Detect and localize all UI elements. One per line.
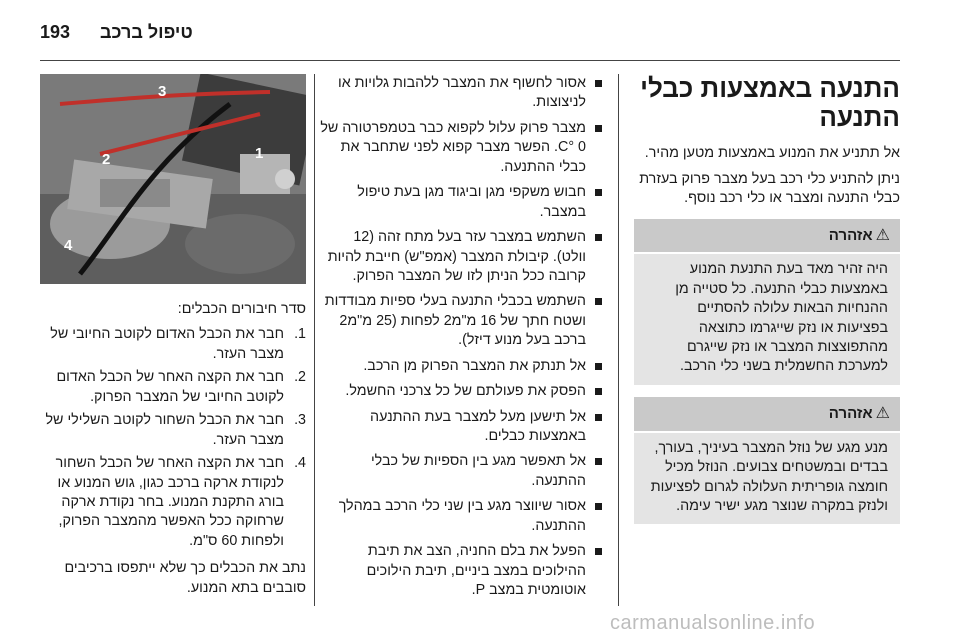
left-column — [40, 74, 306, 604]
photo-label-4: 4 — [64, 237, 73, 254]
warning-text: מנע מגע של נוזל המצבר בעיניך, בעורך, בבדים ובמשטחים צבועים. הנוזל מכיל חומצה גופריתית העלולה לגרום לפציעות ולנזק במקרה שנוצר מגע ישיר עימה. — [650, 439, 888, 514]
section-title: התנעה באמצעות כבלי התנעה — [640, 73, 900, 133]
list-item: השתמש בכבלי התנעה בעלי ספיות מבודדות ושטח חתך של 16 מ"מ2 לפחות (25 מ"מ2 ברכב בעל מנוע דיזל). — [320, 292, 602, 350]
warning-header — [634, 397, 900, 433]
list-item: 2. חבר את הקצה האחר של הכבל האדום לקוטב החיובי של המצבר הפרוק. — [56, 369, 306, 405]
jump-start-photo — [40, 74, 306, 284]
warning-label: אזהרה — [828, 226, 873, 244]
middle-column — [320, 74, 602, 607]
column-divider — [314, 74, 315, 606]
list-item: השתמש במצבר עזר בעל מתח זהה (12 וולט). קיבולת המצבר (אמפ"ש) חייבת להיות קרובה ככל הניתן לזו של המצבר הפרוק. — [320, 228, 602, 286]
closing-paragraph: נתב את הכבלים כך שלא ייתפסו ברכיבים סובבים בתא המנוע. — [64, 560, 306, 596]
watermark: carmanualsonline.info — [610, 612, 816, 634]
photo-label-1: 1 — [255, 145, 264, 162]
intro-paragraph-2: ניתן להתניע כלי רכב בעל מצבר פרוק בעזרת כבלי התנעה ומצבר או כלי רכב נוסף. — [639, 170, 900, 207]
photo-label-2: 2 — [102, 151, 111, 168]
connection-steps — [40, 325, 306, 551]
page-number: 193 — [40, 22, 71, 42]
header-divider — [40, 60, 900, 61]
page-header — [40, 14, 900, 54]
list-item: אסור שיווצר מגע בין שני כלי הרכב במהלך ההתנעה. — [320, 497, 602, 536]
list-item: הפסק את פעולתם של כל צרכני החשמל. — [320, 382, 602, 401]
engine-bay-illustration — [40, 74, 306, 284]
list-item: אל תנתק את המצבר הפרוק מן הרכב. — [320, 357, 602, 376]
warning-text: היה זהיר מאד בעת התנעת המנוע באמצעות כבלי התנעה. כל סטייה מן ההנחיות הבאות עלולה להסתיים בפציעות או נזק שייגרמו כתוצאה מהתפוצצות המצבר או נזק שייגרם למערכת החשמלית בשני כלי הרכב. — [675, 261, 888, 375]
warning-box-2 — [634, 397, 900, 525]
warning-box-1 — [634, 219, 900, 385]
list-item: 4. חבר את הקצה האחר של הכבל השחור לנקודת ארקה ברכב כגון, גוש המנוע או בורג התקנת המנוע. בחר נקודת ארקה שרחוקה ככל האפשר מהמצבר הפרוק, ולפחות 60 ס"מ. — [55, 455, 306, 549]
list-item: 3. חבר את הכבל השחור לקוטב השלילי של מצבר העזר. — [45, 412, 306, 448]
list-item: אל תישען מעל למצבר בעת ההתנעה באמצעות כבלים. — [320, 408, 602, 447]
list-item: אל תאפשר מגע בין הספיות של כבלי ההתנעה. — [320, 452, 602, 491]
list-item: הפעל את בלם החניה, הצב את תיבת ההילוכים במצב ביניים, תיבת הילוכים אוטומטית במצב P. — [320, 542, 602, 600]
warning-label: אזהרה — [828, 404, 873, 422]
warning-header — [634, 219, 900, 255]
column-divider — [618, 74, 619, 606]
page-title: טיפול ברכב — [100, 22, 193, 42]
warning-triangle-icon: ⚠ — [875, 404, 890, 422]
warning-triangle-icon: ⚠ — [875, 226, 890, 244]
photo-label-3: 3 — [158, 83, 167, 100]
list-item: חבוש משקפי מגן וביגוד מגן בעת טיפול במצבר. — [320, 183, 602, 222]
list-item: 1. חבר את הכבל האדום לקוטב החיובי של מצבר העזר. — [50, 326, 306, 362]
right-column — [634, 74, 900, 536]
precautions-list — [320, 74, 602, 601]
steps-intro: סדר חיבורים הכבלים: — [177, 301, 306, 317]
intro-paragraph-1: אל תתניע את המנוע באמצעות מטען מהיר. — [644, 145, 900, 162]
list-item: מצבר פרוק עלול לקפוא כבר בטמפרטורה של 0 °C. הפשר מצבר קפוא לפני שתחבר את כבלי ההתנעה. — [320, 119, 602, 177]
list-item: אסור לחשוף את המצבר ללהבות גלויות או לניצוצות. — [320, 74, 602, 113]
